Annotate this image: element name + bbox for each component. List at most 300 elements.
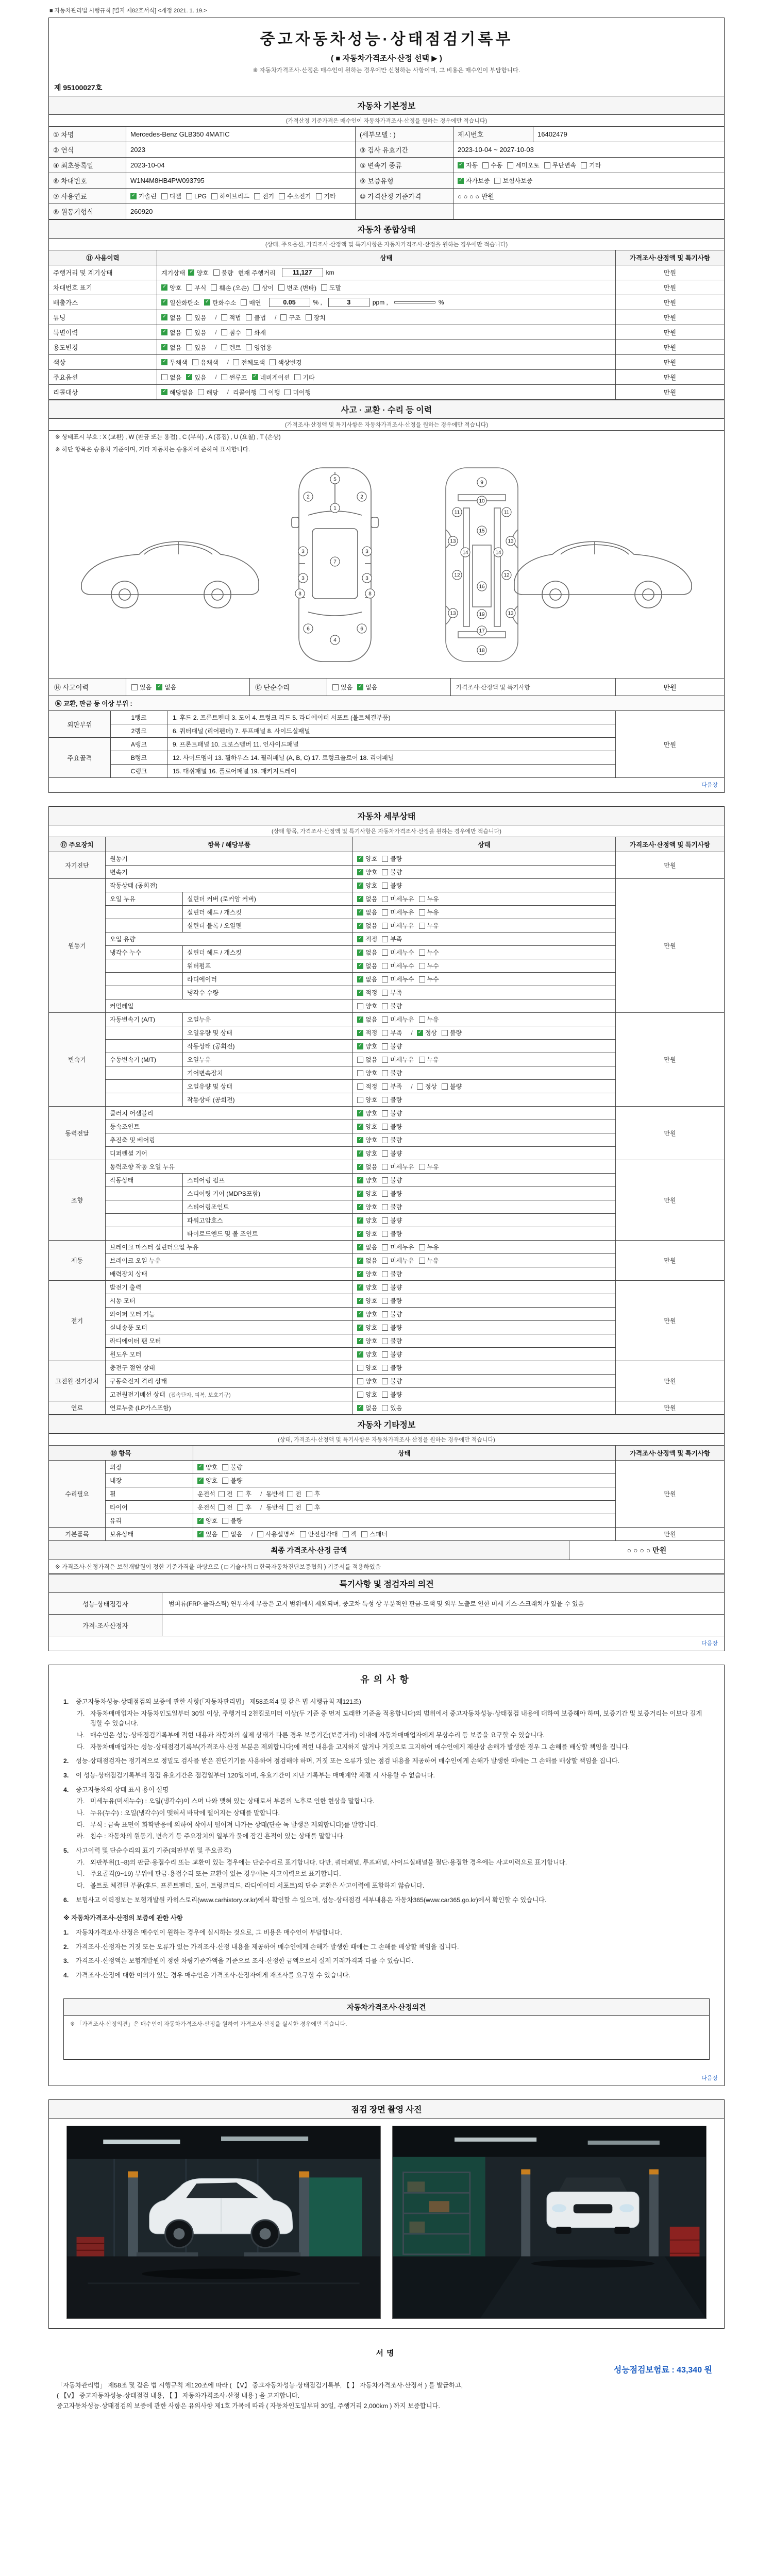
checkbox-양호[interactable]	[357, 1204, 363, 1210]
diagram-badge-number: 15	[479, 528, 485, 534]
checkbox-미세누유[interactable]	[382, 909, 388, 916]
checkbox-일산화탄소[interactable]	[161, 299, 167, 306]
checkbox-불량[interactable]	[382, 1043, 388, 1049]
checkbox-label: 미세누유	[390, 1056, 414, 1063]
checkbox-무채색[interactable]	[161, 359, 167, 365]
checkbox-없음[interactable]	[222, 1531, 228, 1537]
status-item-label: 리콜대상	[49, 385, 157, 400]
checkbox-매연[interactable]	[241, 299, 247, 306]
next-page-link[interactable]: 다음장	[701, 782, 718, 788]
checkbox-양호[interactable]	[357, 1271, 363, 1277]
item-label: 와이퍼 모터 기능	[106, 1308, 353, 1321]
checkbox-없음[interactable]	[357, 923, 363, 929]
checkbox-양호[interactable]	[357, 1231, 363, 1237]
checkbox-화재[interactable]	[246, 329, 252, 335]
checkbox-수소전기[interactable]	[279, 193, 285, 199]
checkbox-불량[interactable]	[222, 1464, 228, 1470]
sub-group-label	[106, 986, 183, 999]
price-cell: 만원	[616, 295, 724, 310]
checkbox-없음[interactable]	[357, 950, 363, 956]
state-option	[382, 1229, 402, 1238]
etc-inline-label: 동반석	[266, 1490, 284, 1498]
section-title-photos: 점검 장면 촬영 사진	[49, 2100, 724, 2119]
diagram-badge-number: 8	[298, 591, 301, 597]
parts-rank: 1랭크	[111, 711, 167, 724]
checkbox-디젤[interactable]	[161, 193, 167, 199]
checkbox-있음[interactable]	[186, 374, 192, 380]
checkbox-불량[interactable]	[382, 1271, 388, 1277]
item-label: 워터펌프	[183, 959, 353, 973]
status-values	[157, 325, 616, 340]
status-inline-label: % ,	[313, 299, 322, 306]
basic-option	[130, 192, 157, 200]
checkbox-적정[interactable]	[357, 990, 363, 996]
diagram-badge-number: 19	[479, 612, 485, 618]
price-cell: 만원	[616, 385, 724, 400]
checkbox-전[interactable]	[219, 1491, 225, 1497]
checkbox-없음[interactable]	[161, 374, 167, 380]
notice-sub-number: 나.	[77, 1809, 85, 1817]
checkbox-누유[interactable]	[419, 1258, 425, 1264]
detail-row	[106, 892, 616, 906]
checkbox-불량[interactable]	[382, 1110, 388, 1116]
checkbox-label: 있음	[390, 1404, 402, 1412]
checkbox-도말[interactable]	[321, 284, 327, 291]
checkbox-없음[interactable]	[357, 684, 363, 690]
checkbox-불량[interactable]	[382, 1150, 388, 1157]
checkbox-label: 미세누수	[390, 949, 414, 956]
state-option	[357, 1296, 377, 1305]
status-item-label: 주요옵션	[49, 370, 157, 385]
status-option	[221, 343, 241, 352]
checkbox-훼손 (오손)[interactable]	[211, 284, 217, 291]
checkbox-부족[interactable]	[382, 936, 388, 942]
checkbox-양호[interactable]	[357, 1365, 363, 1371]
checkbox-양호[interactable]	[357, 1311, 363, 1317]
checkbox-변조 (변타)[interactable]	[278, 284, 284, 291]
checkbox-전[interactable]	[287, 1491, 293, 1497]
sub-group-label	[106, 1187, 183, 1200]
status-option	[211, 283, 249, 292]
checkbox-미세누유[interactable]	[382, 1258, 388, 1264]
checkbox-누수[interactable]	[419, 950, 425, 956]
checkbox-label: 수동	[491, 162, 503, 169]
checkbox-해당없음[interactable]	[161, 389, 167, 395]
checkbox-양호[interactable]	[357, 1150, 363, 1157]
checkbox-있음[interactable]	[186, 314, 192, 320]
checkbox-불량[interactable]	[382, 1070, 388, 1076]
checkbox-양호[interactable]	[357, 883, 363, 889]
checkbox-불량[interactable]	[382, 1124, 388, 1130]
checkbox-누유[interactable]	[419, 1244, 425, 1250]
field-label: ③ 검사 유효기간	[356, 142, 453, 158]
checkbox-있음[interactable]	[131, 684, 138, 690]
checkbox-누유[interactable]	[419, 909, 425, 916]
final-price-label: 최종 가격조사·산정 금액	[49, 1541, 569, 1560]
checkbox-잭[interactable]	[343, 1531, 349, 1537]
diagram-badge-number: 18	[479, 648, 485, 654]
diagram-badge-number: 13	[450, 538, 456, 545]
checkbox-불량[interactable]	[382, 1392, 388, 1398]
status-item-label: 주행거리 및 계기상태	[49, 265, 157, 280]
checkbox-네비게이션[interactable]	[252, 374, 258, 380]
checkbox-양호[interactable]	[357, 1070, 363, 1076]
checkbox-불량[interactable]	[213, 269, 220, 276]
etc-inline-label: 운전석	[197, 1490, 215, 1498]
checkbox-없음[interactable]	[156, 684, 162, 690]
checkbox-불량[interactable]	[442, 1083, 448, 1090]
checkbox-양호[interactable]	[357, 1338, 363, 1344]
checkbox-렌트[interactable]	[221, 344, 227, 350]
state-option	[357, 1149, 377, 1158]
checkbox-하이브리드[interactable]	[211, 193, 217, 199]
item-label: 실린더 블록 / 오일팬	[183, 919, 353, 933]
checkbox-양호[interactable]	[357, 1110, 363, 1116]
parts-items: 15. 대쉬패널 16. 플로어패널 19. 패키지트레이	[167, 765, 616, 778]
checkbox-양호[interactable]	[357, 1392, 363, 1398]
checkbox-불량[interactable]	[382, 1311, 388, 1317]
checkbox-불량[interactable]	[382, 1217, 388, 1224]
checkbox-구조[interactable]	[280, 314, 287, 320]
checkbox-양호[interactable]	[357, 1298, 363, 1304]
checkbox-불량[interactable]	[382, 883, 388, 889]
checkbox-기타[interactable]	[581, 162, 587, 168]
state-cell	[353, 919, 616, 933]
status-option	[321, 283, 341, 292]
checkbox-기타[interactable]	[316, 193, 322, 199]
checkbox-양호[interactable]	[357, 1325, 363, 1331]
checkbox-label: 불량	[390, 1177, 402, 1184]
checkbox-label: 불량	[390, 855, 402, 862]
checkbox-자동[interactable]	[458, 162, 464, 168]
checkbox-불량[interactable]	[382, 1351, 388, 1358]
state-cell	[353, 1241, 616, 1254]
checkbox-LPG[interactable]	[186, 193, 192, 199]
checkbox-상이[interactable]	[254, 284, 260, 291]
checkbox-없음[interactable]	[161, 314, 167, 320]
state-cell	[353, 1147, 616, 1160]
item-label: 라디에이터 팬 모터	[106, 1334, 353, 1348]
state-option	[442, 1082, 462, 1091]
checkbox-양호[interactable]	[197, 1464, 204, 1470]
checkbox-적정[interactable]	[357, 936, 363, 942]
diagram-badge-number: 14	[495, 550, 501, 556]
checkbox-세미오토[interactable]	[507, 162, 513, 168]
state-option	[357, 1256, 377, 1265]
checkbox-썬루프[interactable]	[221, 374, 227, 380]
parts-rank: B랭크	[111, 751, 167, 765]
checkbox-누유[interactable]	[419, 896, 425, 902]
legal-line: 중고자동차성능·상태점검의 보증에 관한 사항은 유의사항 제1호 가목에 따라 ( 자동차인도일부터 30일, 주행거리 2,000km ) 까지 보증합니다.	[57, 2402, 440, 2410]
checkbox-적정[interactable]	[357, 1083, 363, 1090]
checkbox-가솔린[interactable]	[130, 193, 137, 199]
item-label: 클러치 어셈블리	[106, 1107, 353, 1120]
checkbox-부족[interactable]	[382, 990, 388, 996]
checkbox-양호[interactable]	[357, 856, 363, 862]
state-option	[357, 894, 377, 903]
checkbox-후[interactable]	[237, 1491, 243, 1497]
checkbox-label: 양호	[365, 1378, 378, 1385]
checkbox-없음[interactable]	[161, 329, 167, 335]
price-cell: 만원	[616, 1013, 724, 1107]
checkbox-없음[interactable]	[357, 976, 363, 982]
checkbox-미세누유[interactable]	[382, 1164, 388, 1170]
item-label: 브레이크 마스터 실린더오일 누유	[106, 1241, 353, 1254]
car-side-view-right	[514, 541, 692, 608]
field-value: W1N4M8HB4PW093795	[126, 173, 356, 189]
accident-legend-2: ※ 하단 항목은 승용차 기준이며, 기타 자동차는 승용차에 준하여 표시합니다.	[55, 447, 250, 453]
notice-text: 사고이력 및 단순수리의 표기 기준(외판부위 및 주요골격)	[76, 1847, 231, 1855]
etc-option	[287, 1489, 301, 1498]
checkbox-불량[interactable]	[382, 1338, 388, 1344]
checkbox-양호[interactable]	[357, 1097, 363, 1103]
detail-row	[106, 1281, 616, 1294]
checkbox-label: 불량	[390, 1324, 402, 1331]
checkbox-양호[interactable]	[161, 284, 167, 291]
state-cell	[353, 1281, 616, 1294]
checkbox-양호[interactable]	[197, 1478, 204, 1484]
checkbox-없음[interactable]	[161, 344, 167, 350]
detail-row	[106, 1388, 616, 1401]
state-option	[382, 935, 402, 943]
checkbox-불량[interactable]	[382, 1378, 388, 1384]
checkbox-불량[interactable]	[382, 1097, 388, 1103]
checkbox-불량[interactable]	[382, 1204, 388, 1210]
checkbox-적정[interactable]	[357, 1030, 363, 1036]
checkbox-누유[interactable]	[419, 1016, 425, 1023]
checkbox-미세누수[interactable]	[382, 976, 388, 982]
checkbox-유채색[interactable]	[192, 359, 198, 365]
notice-sub-number: 다.	[77, 1882, 85, 1890]
checkbox-없음[interactable]	[357, 1405, 363, 1411]
checkbox-label: 기타	[324, 193, 336, 200]
checkbox-전[interactable]	[287, 1504, 293, 1511]
etc-option	[287, 1503, 301, 1512]
checkbox-label: 전기	[262, 193, 275, 200]
checkbox-있음[interactable]	[382, 1405, 388, 1411]
section-note-accident: (가격조사·산정액 및 특기사항은 자동차가격조사·산정을 원하는 경우에만 적습니다)	[49, 419, 724, 431]
checkbox-label: 양호	[206, 1517, 218, 1524]
item-label: 보유상태	[106, 1528, 193, 1541]
checkbox-후[interactable]	[306, 1491, 312, 1497]
checkbox-label: 있음	[341, 684, 353, 691]
item-label: 등속조인트	[106, 1120, 353, 1133]
checkbox-없음[interactable]	[357, 1258, 363, 1264]
checkbox-미세누유[interactable]	[382, 923, 388, 929]
overall-status-row	[49, 295, 724, 310]
next-page-link[interactable]: 다음장	[701, 2075, 718, 2081]
checkbox-양호[interactable]	[357, 1284, 363, 1291]
checkbox-있음[interactable]	[197, 1531, 204, 1537]
checkbox-불량[interactable]	[382, 1284, 388, 1291]
checkbox-불량[interactable]	[382, 869, 388, 875]
checkbox-양호[interactable]	[357, 1124, 363, 1130]
separator: /	[215, 314, 217, 321]
checkbox-안전삼각대[interactable]	[300, 1531, 306, 1537]
field-value	[453, 204, 724, 219]
checkbox-양호[interactable]	[357, 1378, 363, 1384]
checkbox-누수[interactable]	[419, 963, 425, 969]
checkbox-자가보증[interactable]	[458, 178, 464, 184]
notice-item	[63, 1785, 710, 1795]
checkbox-색상변경[interactable]	[270, 359, 276, 365]
checkbox-label: 불량	[390, 1137, 402, 1144]
checkbox-없음[interactable]	[357, 1164, 363, 1170]
detail-row	[106, 1214, 616, 1227]
checkbox-누유[interactable]	[419, 923, 425, 929]
checkbox-침수[interactable]	[221, 329, 227, 335]
checkbox-있음[interactable]	[186, 329, 192, 335]
checkbox-정상[interactable]	[417, 1083, 423, 1090]
field-label: (세부모델 : )	[356, 127, 453, 142]
state-cell	[353, 1321, 616, 1334]
item-label: 시동 모터	[106, 1294, 353, 1308]
checkbox-불량[interactable]	[442, 1030, 448, 1036]
state-cell	[353, 1066, 616, 1080]
checkbox-label: 양호	[365, 1391, 378, 1398]
checkbox-불량[interactable]	[382, 856, 388, 862]
checkbox-부식[interactable]	[186, 284, 192, 291]
checkbox-영업용[interactable]	[246, 344, 252, 350]
checkbox-양호[interactable]	[357, 1191, 363, 1197]
status-inline-label: 리콜이행	[232, 388, 257, 396]
diagram-badge-number: 1	[333, 505, 337, 512]
state-option	[357, 1189, 377, 1198]
status-values	[157, 355, 616, 370]
checkbox-없음[interactable]	[357, 909, 363, 916]
checkbox-양호[interactable]	[357, 1217, 363, 1224]
checkbox-양호[interactable]	[357, 1043, 363, 1049]
section-note-etc-info: (상태, 가격조사·산정액 및 특기사항은 자동차가격조사·산정을 원하는 경우에만 적습니다)	[49, 1434, 724, 1446]
checkbox-전기[interactable]	[254, 193, 260, 199]
state-cell	[353, 906, 616, 919]
checkbox-미세누유[interactable]	[382, 1016, 388, 1023]
checkbox-없음[interactable]	[357, 1244, 363, 1250]
checkbox-label: 양호	[365, 869, 378, 876]
column-header: 가격조사·산정액 및 특기사항	[616, 250, 724, 265]
etc-row	[106, 1528, 616, 1541]
detail-row	[106, 852, 616, 866]
checkbox-누유[interactable]	[419, 1164, 425, 1170]
checkbox-미세누유[interactable]	[382, 896, 388, 902]
checkbox-정상[interactable]	[417, 1030, 423, 1036]
checkbox-부족[interactable]	[382, 1083, 388, 1090]
checkbox-불량[interactable]	[382, 1325, 388, 1331]
checkbox-있음[interactable]	[332, 684, 339, 690]
checkbox-양호[interactable]	[197, 1518, 204, 1524]
detail-group-rows	[106, 879, 616, 1013]
checkbox-불량[interactable]	[382, 1003, 388, 1009]
checkbox-전[interactable]	[219, 1504, 225, 1511]
next-page-link[interactable]: 다음장	[701, 1640, 718, 1647]
notice-sub-item	[63, 1808, 710, 1819]
checkbox-미세누수[interactable]	[382, 950, 388, 956]
checkbox-있음[interactable]	[186, 344, 192, 350]
checkbox-미세누유[interactable]	[382, 1057, 388, 1063]
checkbox-해당[interactable]	[198, 389, 204, 395]
checkbox-없음[interactable]	[357, 1057, 363, 1063]
checkbox-없음[interactable]	[357, 896, 363, 902]
checkbox-양호[interactable]	[357, 1003, 363, 1009]
checkbox-이행[interactable]	[260, 389, 266, 395]
checkbox-불량[interactable]	[382, 1191, 388, 1197]
checkbox-미세누수[interactable]	[382, 963, 388, 969]
checkbox-누수[interactable]	[419, 976, 425, 982]
checkbox-수동[interactable]	[482, 162, 489, 168]
status-values	[157, 265, 616, 280]
checkbox-사용설명서[interactable]	[257, 1531, 263, 1537]
etc-group-rows	[106, 1528, 616, 1541]
item-label: 오일누유	[183, 1013, 353, 1026]
checkbox-없음[interactable]	[357, 1016, 363, 1023]
state-cell	[193, 1487, 616, 1501]
state-option	[357, 1015, 377, 1024]
checkbox-기타[interactable]	[294, 374, 300, 380]
status-values	[157, 295, 616, 310]
checkbox-label: 양호	[365, 1364, 378, 1371]
item-label: 실린더 커버 (로커암 커버)	[183, 892, 353, 906]
checkbox-불량[interactable]	[382, 1177, 388, 1183]
state-option	[382, 1283, 402, 1292]
checkbox-없음[interactable]	[357, 963, 363, 969]
device-name: 자기진단	[49, 852, 106, 879]
checkbox-탄화수소[interactable]	[204, 299, 210, 306]
field-value	[453, 173, 724, 189]
item-label: 디퍼렌셜 기어	[106, 1147, 353, 1160]
checkbox-불량[interactable]	[222, 1518, 228, 1524]
checkbox-누유[interactable]	[419, 1057, 425, 1063]
checkbox-후[interactable]	[237, 1504, 243, 1511]
checkbox-후[interactable]	[306, 1504, 312, 1511]
checkbox-적법[interactable]	[221, 314, 227, 320]
checkbox-불량[interactable]	[222, 1478, 228, 1484]
checkbox-label: 부족	[390, 1083, 402, 1090]
checkbox-보험사보증[interactable]	[494, 178, 500, 184]
price-cell: 만원	[616, 1528, 724, 1541]
checkbox-label: 없음	[365, 1016, 378, 1023]
checkbox-양호[interactable]	[357, 1177, 363, 1183]
checkbox-양호[interactable]	[357, 1137, 363, 1143]
checkbox-불량[interactable]	[382, 1137, 388, 1143]
checkbox-label: 불량	[390, 1110, 402, 1117]
checkbox-무단변속[interactable]	[544, 162, 550, 168]
checkbox-불량[interactable]	[382, 1365, 388, 1371]
checkbox-전체도색[interactable]	[233, 359, 239, 365]
price-cell: 만원	[616, 1401, 724, 1415]
checkbox-불법[interactable]	[246, 314, 252, 320]
state-option	[357, 1363, 377, 1372]
checkbox-양호[interactable]	[357, 869, 363, 875]
accident-option	[357, 683, 377, 691]
checkbox-양호[interactable]	[357, 1351, 363, 1358]
detail-row	[106, 1160, 616, 1174]
checkbox-부족[interactable]	[382, 1030, 388, 1036]
checkbox-불량[interactable]	[382, 1231, 388, 1237]
checkbox-양호[interactable]	[188, 269, 194, 276]
checkbox-미이행[interactable]	[284, 389, 291, 395]
checkbox-불량[interactable]	[382, 1298, 388, 1304]
checkbox-장치[interactable]	[306, 314, 312, 320]
price-cell: 만원	[616, 852, 724, 879]
checkbox-미세누유[interactable]	[382, 1244, 388, 1250]
basic-option	[544, 161, 576, 170]
state-cell	[353, 879, 616, 892]
checkbox-스패너[interactable]	[361, 1531, 367, 1537]
state-cell	[353, 1120, 616, 1133]
detail-group-rows	[106, 1013, 616, 1107]
state-option	[382, 881, 402, 890]
state-cell	[353, 933, 616, 946]
